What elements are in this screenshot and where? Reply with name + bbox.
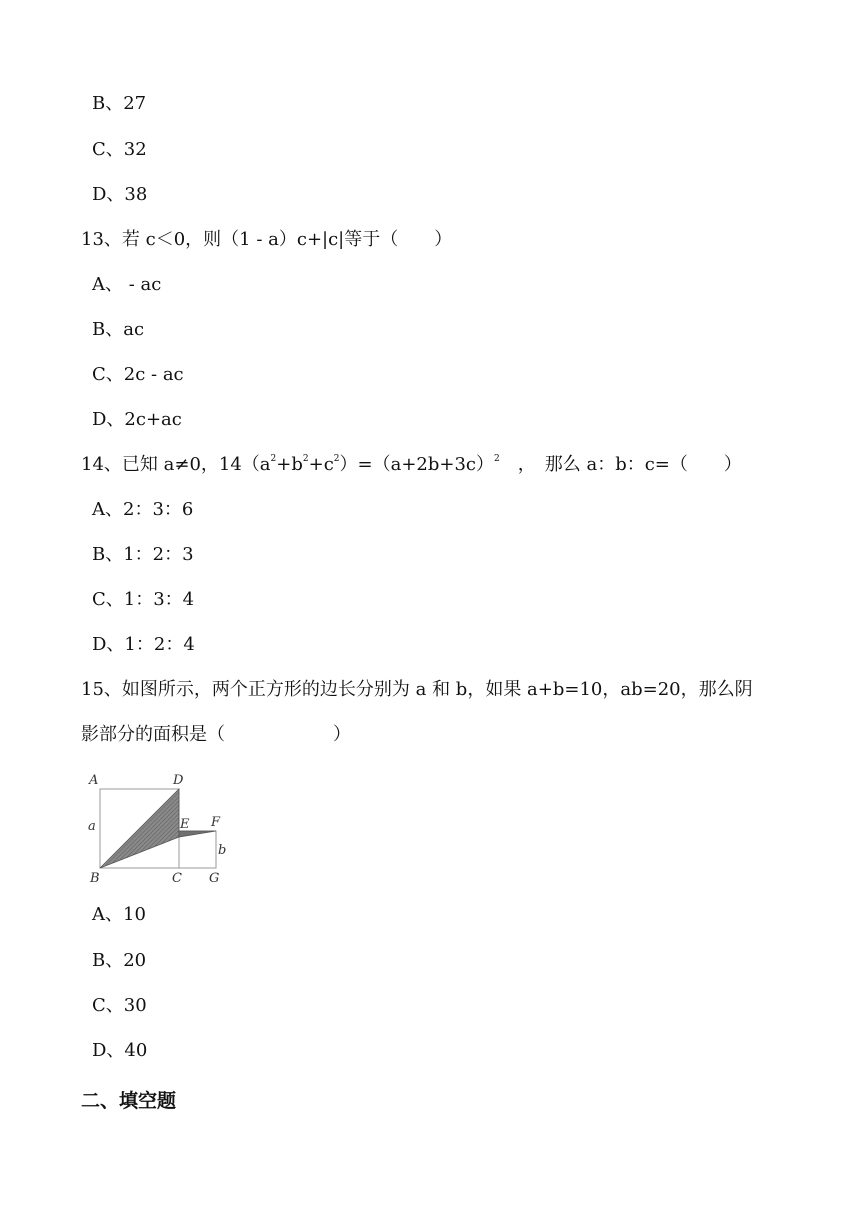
shaded-triangle-bd	[100, 789, 179, 868]
q14-stem-part3: +c	[308, 454, 334, 475]
label-d-vertex: D	[173, 773, 184, 788]
q15-stem-line1: 15、如图所示，两个正方形的边长分别为 a 和 b，如果 a+b=10，ab=20，那么阴	[81, 679, 753, 700]
q15-option-a: A、10	[92, 904, 146, 925]
q15-stem-line2: 影部分的面积是（ ）	[81, 724, 351, 745]
q14-exp1: 2	[270, 454, 277, 464]
label-side-b: b	[218, 843, 227, 858]
label-f-vertex: F	[211, 815, 221, 830]
q14-stem-part5: ， 那么 a：b：c=（ ）	[499, 454, 742, 475]
q14-stem	[81, 456, 742, 474]
q14-stem-part4: ）=（a+2b+3c）	[339, 454, 495, 475]
label-c-vertex: C	[172, 871, 182, 886]
q14-option-b: B、1：2：3	[92, 544, 194, 565]
q14-option-c: C、1：3：4	[92, 589, 195, 610]
label-side-a: a	[88, 819, 96, 834]
q13-stem: 13、若 c＜0，则（1 - a）c+|c|等于（ ）	[81, 229, 453, 250]
q15-figure	[84, 768, 234, 888]
q14-exp2: 2	[302, 454, 309, 464]
q15-option-b: B、20	[92, 950, 147, 971]
q14-stem-part1: 14、已知 a≠0，14（a	[81, 454, 271, 475]
q12-option-b: B、27	[92, 93, 147, 114]
label-g-vertex: G	[209, 871, 220, 886]
section-heading-fill-in: 二、填空题	[81, 1090, 177, 1112]
label-b-vertex: B	[90, 871, 100, 886]
label-e-vertex: E	[180, 817, 190, 832]
q15-option-d: D、40	[92, 1040, 148, 1061]
q14-exp3: 2	[333, 454, 340, 464]
q14-exp4: 2	[494, 454, 500, 464]
q13-option-a: A、 - ac	[92, 274, 162, 295]
q13-option-b: B、ac	[92, 319, 145, 340]
q12-option-d: D、38	[92, 184, 148, 205]
q13-option-d: D、2c+ac	[92, 409, 182, 430]
q13-option-c: C、2c - ac	[92, 364, 184, 385]
q14-stem-part2: +b	[276, 454, 303, 475]
label-a-vertex: A	[89, 773, 99, 788]
q12-option-c: C、32	[92, 139, 147, 160]
q14-option-d: D、1：2：4	[92, 634, 195, 655]
q15-option-c: C、30	[92, 995, 147, 1016]
q14-option-a: A、2：3：6	[92, 499, 194, 520]
small-square	[179, 831, 216, 868]
